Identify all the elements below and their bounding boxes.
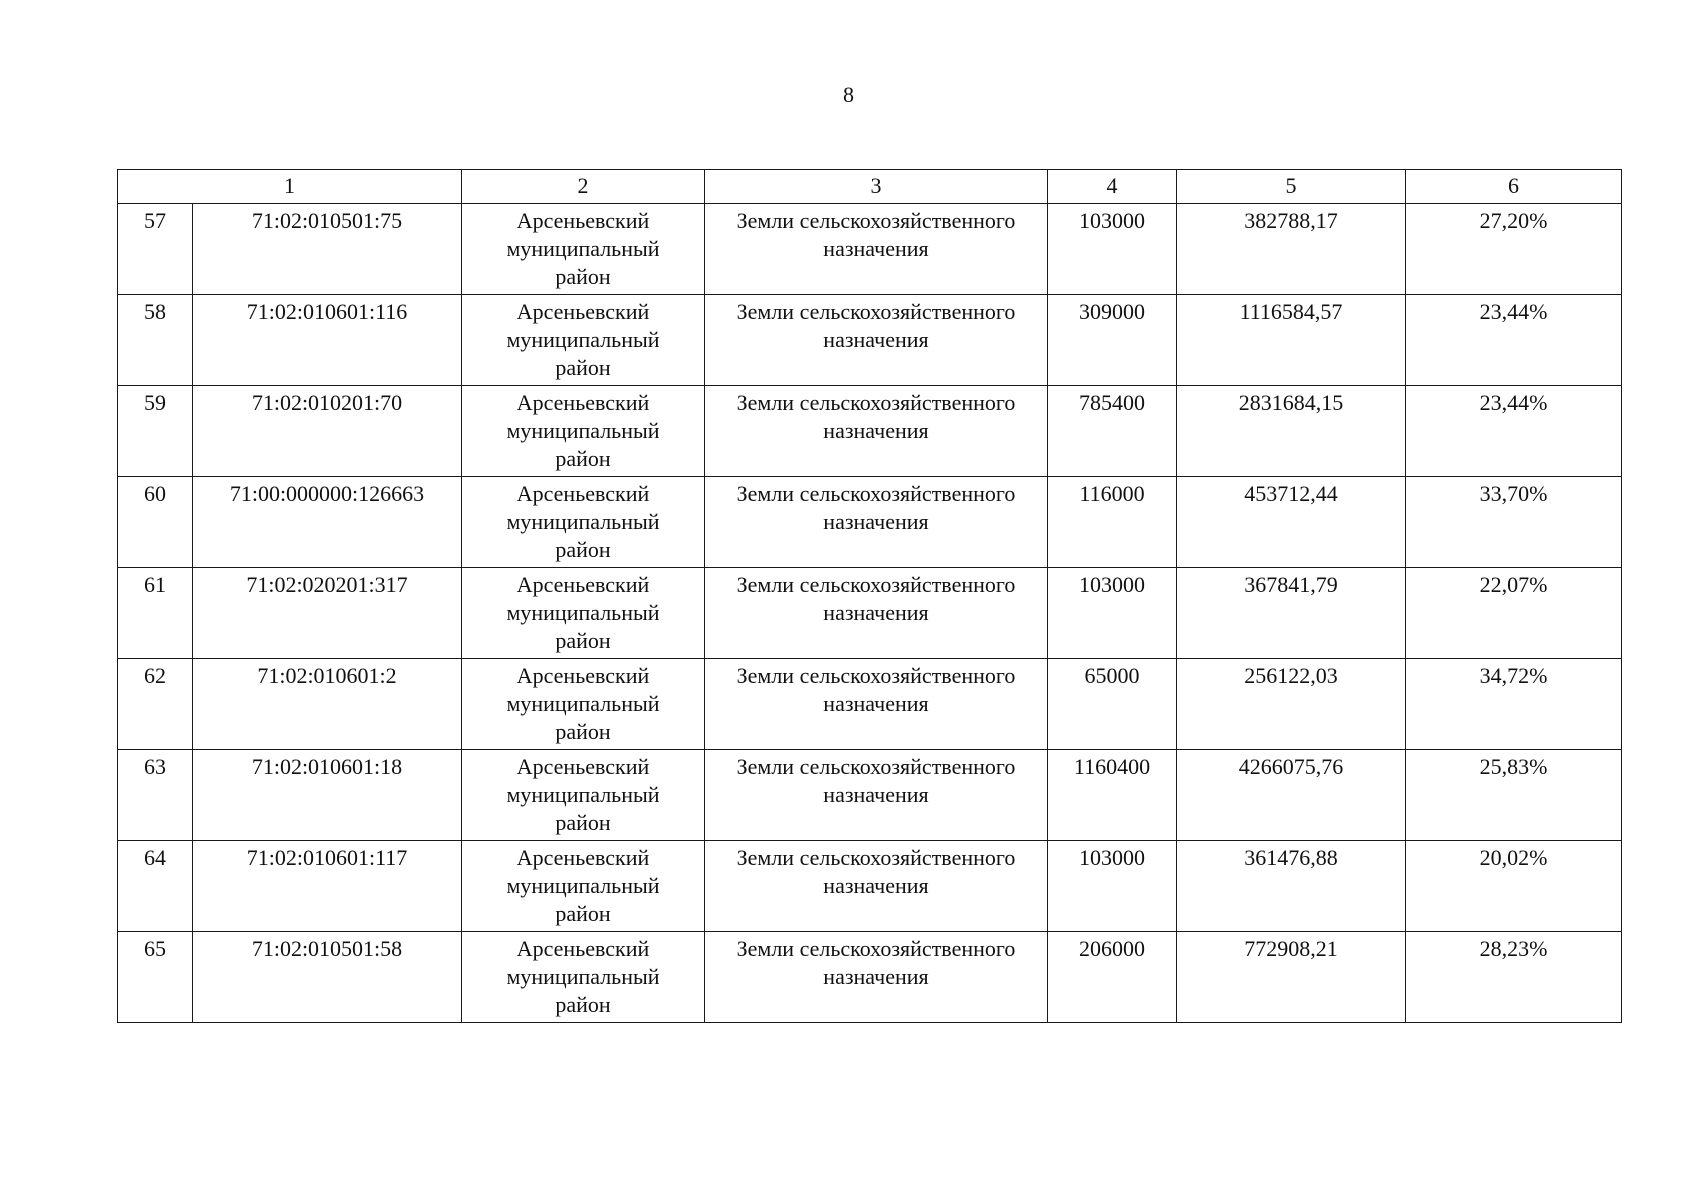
district-line: муниципальный: [506, 964, 660, 989]
header-col-3: 3: [705, 170, 1048, 204]
area: 103000: [1048, 568, 1177, 659]
row-number: 58: [118, 295, 193, 386]
cadastral-value: 256122,03: [1177, 659, 1406, 750]
district-line: район: [555, 355, 611, 380]
district-line: район: [555, 810, 611, 835]
land-category: [705, 568, 1048, 659]
cadastral-value: 2831684,15: [1177, 386, 1406, 477]
header-col-4: 4: [1048, 170, 1177, 204]
cadastral-value: 772908,21: [1177, 932, 1406, 1023]
area: 309000: [1048, 295, 1177, 386]
percent: 20,02%: [1406, 841, 1622, 932]
cadastral-number: 71:02:010601:117: [193, 841, 462, 932]
district-line: муниципальный: [506, 782, 660, 807]
district-line: район: [555, 901, 611, 926]
cadastral-number: 71:02:010601:2: [193, 659, 462, 750]
district-line: район: [555, 446, 611, 471]
cadastral-value: 367841,79: [1177, 568, 1406, 659]
percent: 23,44%: [1406, 295, 1622, 386]
land-category: [705, 204, 1048, 295]
district-line: Арсеньевский: [516, 208, 650, 233]
district-line: Арсеньевский: [516, 936, 650, 961]
cadastral-value: 453712,44: [1177, 477, 1406, 568]
land-category-line: Земли сельскохозяйственного: [736, 754, 1016, 779]
district-line: Арсеньевский: [516, 572, 650, 597]
percent: 27,20%: [1406, 204, 1622, 295]
table-row: [118, 295, 1622, 386]
land-category-line: назначения: [823, 782, 929, 807]
land-category-line: назначения: [823, 691, 929, 716]
district-line: муниципальный: [506, 691, 660, 716]
land-category-line: Земли сельскохозяйственного: [736, 208, 1016, 233]
district-line: Арсеньевский: [516, 481, 650, 506]
table-row: [118, 568, 1622, 659]
percent: 23,44%: [1406, 386, 1622, 477]
district-line: муниципальный: [506, 327, 660, 352]
header-col-1: 1: [118, 170, 462, 204]
land-category: [705, 659, 1048, 750]
area: 116000: [1048, 477, 1177, 568]
land-category-line: Земли сельскохозяйственного: [736, 845, 1016, 870]
percent: 34,72%: [1406, 659, 1622, 750]
area: 103000: [1048, 204, 1177, 295]
cadastral-value: 4266075,76: [1177, 750, 1406, 841]
district-line: муниципальный: [506, 600, 660, 625]
district: [462, 568, 705, 659]
district-line: район: [555, 992, 611, 1017]
cadastral-number: 71:00:000000:126663: [193, 477, 462, 568]
land-category-line: назначения: [823, 327, 929, 352]
area: 1160400: [1048, 750, 1177, 841]
cadastral-number: 71:02:010601:18: [193, 750, 462, 841]
land-category-line: назначения: [823, 509, 929, 534]
table-row: [118, 477, 1622, 568]
header-col-5: 5: [1177, 170, 1406, 204]
header-row: [118, 170, 1622, 204]
district-line: Арсеньевский: [516, 390, 650, 415]
district-line: район: [555, 537, 611, 562]
district: [462, 841, 705, 932]
land-plots-table: [117, 169, 1622, 1023]
land-category-line: Земли сельскохозяйственного: [736, 390, 1016, 415]
row-number: 57: [118, 204, 193, 295]
cadastral-number: 71:02:010601:116: [193, 295, 462, 386]
cadastral-number: 71:02:010501:75: [193, 204, 462, 295]
land-category-line: Земли сельскохозяйственного: [736, 572, 1016, 597]
district-line: Арсеньевский: [516, 845, 650, 870]
district-line: район: [555, 264, 611, 289]
district-line: муниципальный: [506, 418, 660, 443]
table-row: [118, 841, 1622, 932]
page-number: 8: [843, 82, 854, 107]
district: [462, 932, 705, 1023]
cadastral-number: 71:02:010201:70: [193, 386, 462, 477]
land-category-line: назначения: [823, 964, 929, 989]
table-row: [118, 932, 1622, 1023]
table-body: [118, 204, 1622, 1023]
table-row: [118, 750, 1622, 841]
percent: 25,83%: [1406, 750, 1622, 841]
header-col-6: 6: [1406, 170, 1622, 204]
district: [462, 477, 705, 568]
cadastral-number: 71:02:010501:58: [193, 932, 462, 1023]
cadastral-value: 361476,88: [1177, 841, 1406, 932]
area: 103000: [1048, 841, 1177, 932]
land-category: [705, 750, 1048, 841]
district-line: муниципальный: [506, 236, 660, 261]
land-category-line: назначения: [823, 600, 929, 625]
land-category-line: Земли сельскохозяйственного: [736, 663, 1016, 688]
district: [462, 295, 705, 386]
area: 206000: [1048, 932, 1177, 1023]
district: [462, 204, 705, 295]
district: [462, 750, 705, 841]
land-category: [705, 295, 1048, 386]
table-row: [118, 204, 1622, 295]
land-category-line: назначения: [823, 873, 929, 898]
header-col-2: 2: [462, 170, 705, 204]
table-header: [118, 170, 1622, 204]
cadastral-value: 382788,17: [1177, 204, 1406, 295]
row-number: 59: [118, 386, 193, 477]
percent: 28,23%: [1406, 932, 1622, 1023]
district-line: Арсеньевский: [516, 754, 650, 779]
cadastral-value: 1116584,57: [1177, 295, 1406, 386]
row-number: 60: [118, 477, 193, 568]
area: 65000: [1048, 659, 1177, 750]
row-number: 64: [118, 841, 193, 932]
land-category-line: назначения: [823, 236, 929, 261]
area: 785400: [1048, 386, 1177, 477]
district: [462, 386, 705, 477]
row-number: 62: [118, 659, 193, 750]
land-category: [705, 386, 1048, 477]
row-number: 61: [118, 568, 193, 659]
district-line: Арсеньевский: [516, 299, 650, 324]
table-row: [118, 386, 1622, 477]
land-category: [705, 477, 1048, 568]
district-line: район: [555, 628, 611, 653]
percent: 33,70%: [1406, 477, 1622, 568]
district-line: Арсеньевский: [516, 663, 650, 688]
land-category: [705, 932, 1048, 1023]
percent: 22,07%: [1406, 568, 1622, 659]
land-category: [705, 841, 1048, 932]
district-line: муниципальный: [506, 873, 660, 898]
row-number: 63: [118, 750, 193, 841]
table-row: [118, 659, 1622, 750]
district: [462, 659, 705, 750]
land-category-line: Земли сельскохозяйственного: [736, 299, 1016, 324]
cadastral-number: 71:02:020201:317: [193, 568, 462, 659]
row-number: 65: [118, 932, 193, 1023]
land-category-line: Земли сельскохозяйственного: [736, 481, 1016, 506]
district-line: район: [555, 719, 611, 744]
district-line: муниципальный: [506, 509, 660, 534]
land-category-line: Земли сельскохозяйственного: [736, 936, 1016, 961]
land-category-line: назначения: [823, 418, 929, 443]
